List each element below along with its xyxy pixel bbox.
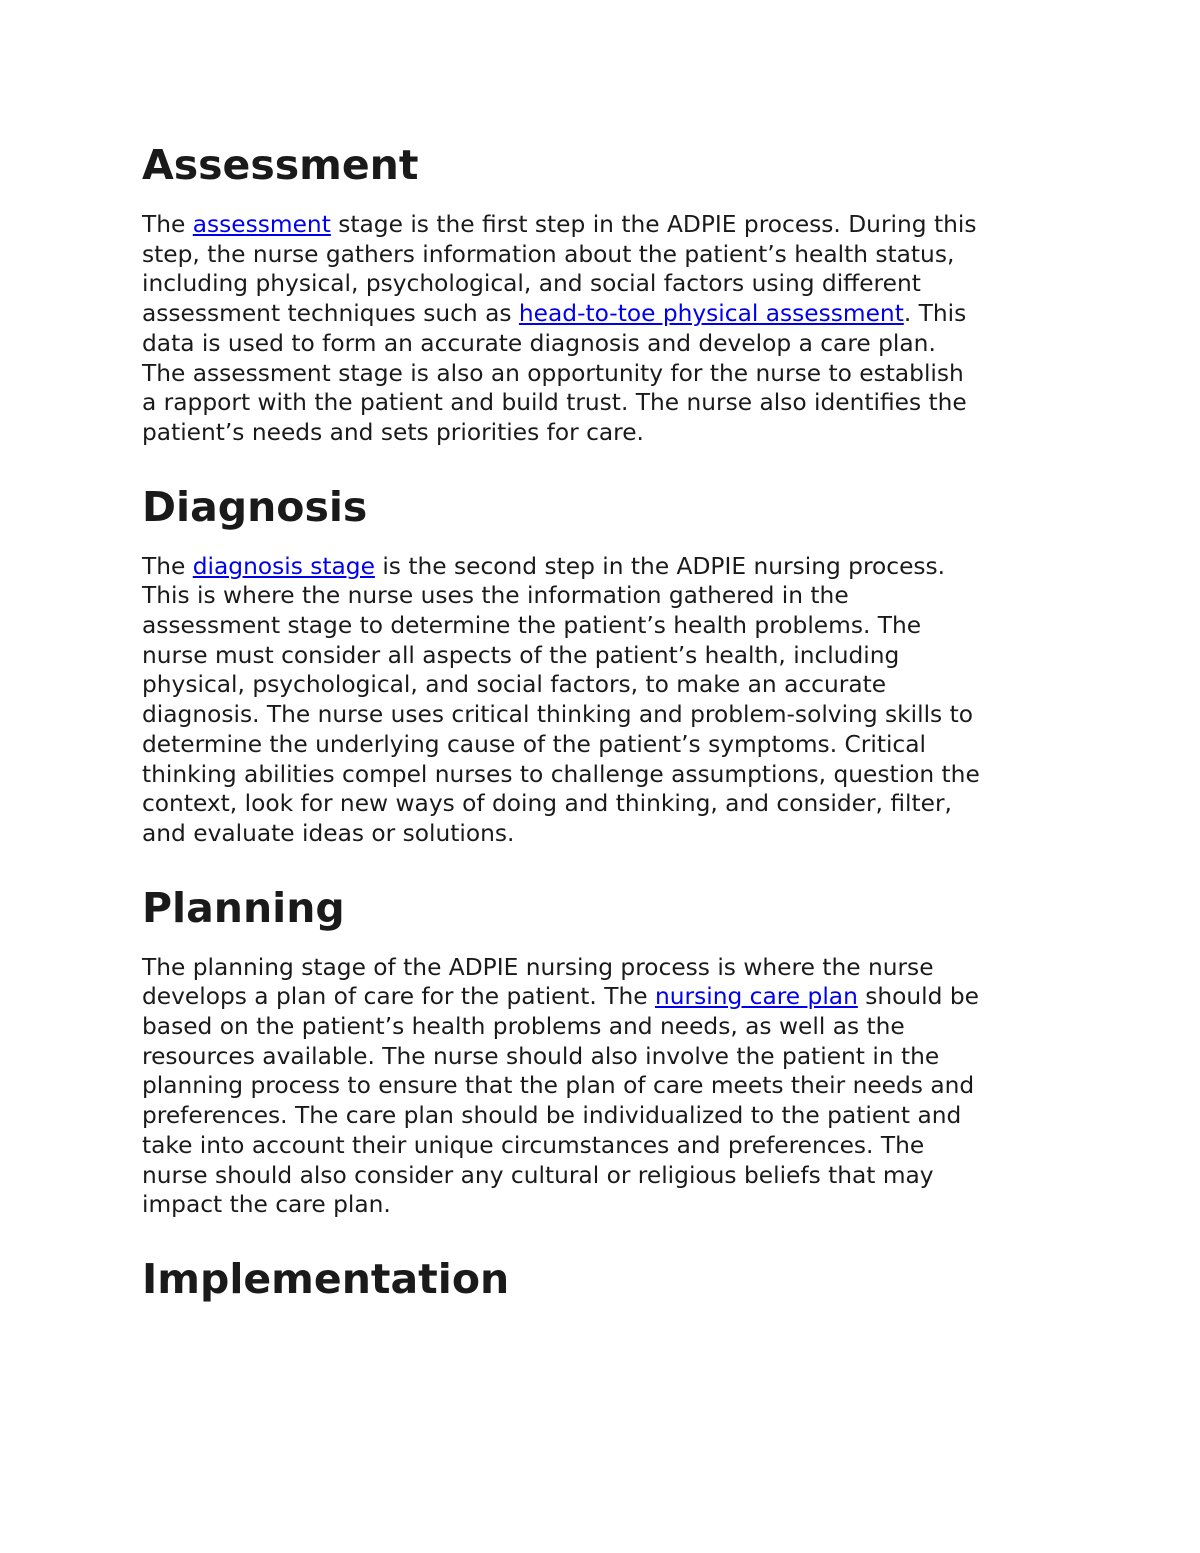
text-line: a rapport with the patient and build trust. The nurse also identifies the: [142, 389, 967, 417]
section-planning: [142, 883, 1072, 1220]
section-diagnosis: [142, 482, 1072, 849]
section-assessment: [142, 140, 1072, 448]
text-line: The assessment stage is also an opportunity for the nurse to establish: [142, 359, 964, 387]
text-line: This is where the nurse uses the information gathered in the: [142, 582, 849, 610]
heading-diagnosis: Diagnosis: [142, 482, 368, 531]
text-line: including physical, psychological, and social factors using different: [142, 270, 921, 298]
section-implementation: [142, 1254, 1072, 1304]
text-line: preferences. The care plan should be individualized to the patient and: [142, 1102, 962, 1130]
text-line: take into account their unique circumstances and preferences. The: [142, 1131, 925, 1159]
text-line: nurse should also consider any cultural or religious beliefs that may: [142, 1161, 934, 1189]
paragraph-diagnosis: [142, 552, 1072, 849]
text-line: The diagnosis stage is the second step in the ADPIE nursing process.: [142, 552, 946, 580]
text-line: The assessment stage is the first step in the ADPIE process. During this: [142, 211, 977, 238]
text-line: patient’s needs and sets priorities for care.: [142, 418, 644, 446]
text-line: impact the care plan.: [142, 1191, 391, 1219]
text-line: thinking abilities compel nurses to challenge assumptions, question the: [142, 760, 980, 788]
text-line: step, the nurse gathers information about the patient’s health status,: [142, 240, 955, 268]
text-line: planning process to ensure that the plan of care meets their needs and: [142, 1072, 975, 1100]
text-line: data is used to form an accurate diagnosis and develop a care plan.: [142, 329, 936, 357]
text-line: The planning stage of the ADPIE nursing process is where the nurse: [142, 953, 934, 981]
assessment-link[interactable]: assessment: [192, 211, 331, 238]
text-line: context, look for new ways of doing and thinking, and consider, filter,: [142, 790, 952, 818]
heading-planning: Planning: [142, 883, 345, 932]
text-line: assessment techniques such as head-to-toe physical assessment. This: [142, 300, 967, 328]
heading-implementation: Implementation: [142, 1254, 510, 1303]
heading-assessment: Assessment: [142, 141, 419, 189]
head-to-toe-assessment-link[interactable]: head-to-toe physical assessment: [518, 300, 904, 328]
text-line: develops a plan of care for the patient. The nursing care plan should be: [142, 983, 979, 1011]
text-line: determine the underlying cause of the patient’s symptoms. Critical: [142, 730, 926, 758]
paragraph-planning: [142, 953, 1072, 1220]
paragraph-assessment: [142, 210, 1072, 448]
nursing-care-plan-link[interactable]: nursing care plan: [654, 983, 858, 1011]
diagnosis-stage-link[interactable]: diagnosis stage: [192, 552, 375, 580]
text-line: and evaluate ideas or solutions.: [142, 819, 515, 847]
text-line: resources available. The nurse should also involve the patient in the: [142, 1042, 940, 1070]
text-line: nurse must consider all aspects of the patient’s health, including: [142, 641, 900, 669]
text-line: assessment stage to determine the patient’s health problems. The: [142, 612, 922, 640]
text-line: based on the patient’s health problems and needs, as well as the: [142, 1013, 905, 1041]
text-line: diagnosis. The nurse uses critical thinking and problem-solving skills to: [142, 701, 973, 729]
document-page: [142, 140, 1072, 1324]
text-line: physical, psychological, and social factors, to make an accurate: [142, 671, 887, 699]
